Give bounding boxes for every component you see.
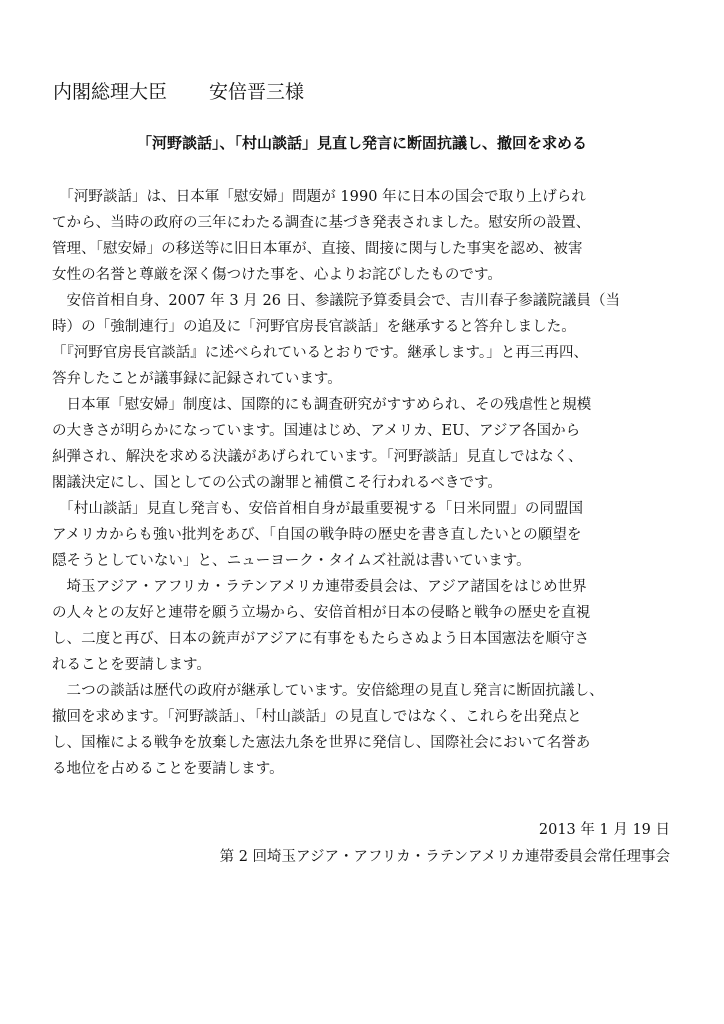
body-line: の人々との友好と連帯を願う立場から、安倍首相が日本の侵略と戦争の歴史を直視 [52,605,591,621]
body-line: 撤回を求めます。「河野談話」、「村山談話」の見直しではなく、これらを出発点と [52,709,582,725]
recipient-name: 安倍晋三様 [209,81,305,103]
body-line: 安倍首相自身、2007 年 3 月 26 日、参議院予算委員会で、吉川春子参議院議員（当 [52,293,621,309]
body-line: アメリカからも強い批判をあび、「自国の戦争時の歴史を書き直したいとの願望を [52,527,582,543]
body-line: し、二度と再び、日本の銃声がアジアに有事をもたらさぬよう日本国憲法を順守さ [52,631,590,647]
issuing-organization: 第 2 回埼玉アジア・アフリカ・ラテンアメリカ連帯委員会常任理事会 [219,849,670,865]
body-line: 「村山談話」見直し発言も、安倍首相自身が最重要視する「日米同盟」の同盟国 [52,501,584,517]
document-title: 「河野談話」、「村山談話」見直し発言に断固抗議し、撤回を求める [136,134,587,152]
body-line: 「河野談話」は、日本軍「慰安婦」問題が 1990 年に日本の国会で取り上げられ [52,189,586,205]
recipient-title: 内閣総理大臣 [53,81,168,103]
body-line: てから、当時の政府の三年にわたる調査に基づき発表されました。慰安所の設置、 [52,215,591,231]
body-line: 「『河野官房長官談話』に述べられているとおりです。継承します。」と再三再四、 [52,345,589,361]
body-line: し、国権による戦争を放棄した憲法九条を世界に発信し、国際社会において名誉あ [52,735,591,751]
body-line: 日本軍「慰安婦」制度は、国際的にも調査研究がすすめられ、その残虐性と規模 [52,397,592,413]
body-line: の大きさが明らかになっています。国連はじめ、アメリカ、EU、アジア各国から [52,423,581,439]
body-line: 閣議決定にし、国としての公式の謝罪と補償こそ行われるべきです。 [52,475,502,491]
body-line: る地位を占めることを要請します。 [52,761,284,777]
body-line: 女性の名誉と尊厳を深く傷つけた事を、心よりお詫びしたものです。 [52,267,502,283]
body-line: 二つの談話は歴代の政府が継承しています。安倍総理の見直し発言に断固抗議し、 [52,683,604,699]
body-line: 答弁したことが議事録に記録されています。 [52,371,342,387]
body-line: 管理、「慰安婦」の移送等に旧日本軍が、直接、間接に関与した事実を認め、被害 [52,241,583,257]
body-line: 糾弾され、解決を求める決議があげられています。「河野談話」見直しではなく、 [52,449,583,465]
body-line: れることを要請します。 [52,657,211,673]
addressee [53,80,304,104]
statement-body [52,184,674,782]
body-line: 時）の「強制連行」の追及に「河野官房長官談話」を継承すると答弁しました。 [52,319,576,335]
body-line: 埼玉アジア・アフリカ・ラテンアメリカ連帯委員会は、アジア諸国をはじめ世界 [52,579,587,595]
body-line: 隠そうとしていない」と、ニューヨーク・タイムズ社説は書いています。 [52,553,531,569]
statement-date: 2013 年 1 月 19 日 [538,822,670,838]
